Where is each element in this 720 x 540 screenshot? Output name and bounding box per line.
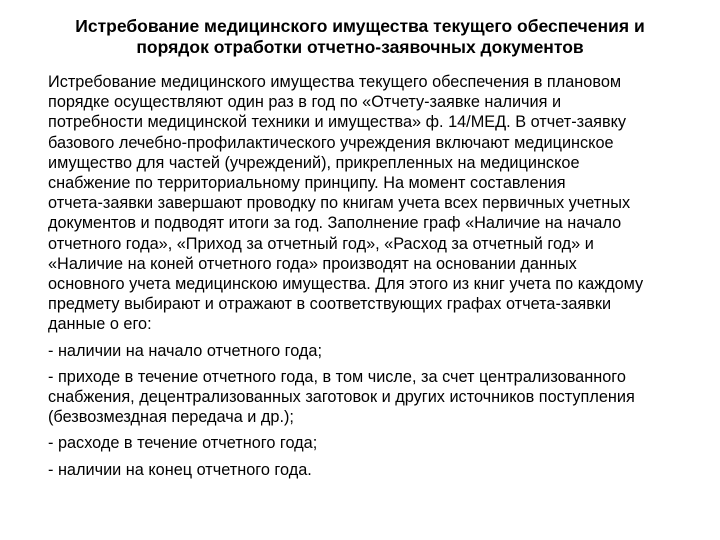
paragraph-line: отчета-заявки завершают проводку по книгам учета всех первичных учетных	[48, 194, 631, 213]
list-item	[48, 367, 714, 428]
paragraph-line: имущество для частей (учреждений), прикрепленных на медицинское	[48, 153, 580, 172]
title-line-1: Истребование медицинского имущества текущего обеспечения и	[75, 16, 645, 36]
paragraph-line: порядке осуществляют один раз в год по «Отчету-заявке наличия и	[48, 93, 562, 112]
paragraph-line: предмету выбирают и отражают в соответствующих графах отчета-заявки	[48, 295, 612, 314]
title-line-2: порядок отработки отчетно-заявочных документов	[136, 37, 584, 57]
paragraph-line: основного учета медицинскою имущества. Для этого из книг учета по каждому	[48, 275, 644, 294]
list-item	[48, 341, 714, 361]
list-item	[48, 433, 714, 453]
list-item-line: - приходе в течение отчетного года, в том числе, за счет централизованного	[48, 367, 626, 386]
list-item-line: - наличии на начало отчетного года;	[48, 341, 323, 360]
slide-body	[48, 72, 714, 480]
main-paragraph	[48, 72, 714, 335]
paragraph-line: базового лечебно-профилактического учреждения включают медицинское	[48, 133, 614, 152]
paragraph-line: «Наличие на коней отчетного года» производят на основании данных	[48, 254, 577, 273]
list-item-line: (безвозмездная передача и др.);	[48, 408, 294, 427]
list-item-line: - наличии на конец отчетного года.	[48, 460, 312, 479]
slide-title	[40, 16, 680, 58]
paragraph-line: отчетного года», «Приход за отчетный год», «Расход за отчетный год» и	[48, 234, 594, 253]
list-item-line: - расходе в течение отчетного года;	[48, 434, 318, 453]
paragraph-line: потребности медицинской техники и имущества» ф. 14/МЕД. В отчет-заявку	[48, 113, 627, 132]
paragraph-line: Истребование медицинского имущества текущего обеспечения в плановом	[48, 73, 622, 91]
list-item-line: снабжения, децентрализованных заготовок и других источников поступления	[48, 388, 635, 407]
list-item	[48, 460, 714, 480]
paragraph-line: документов и подводят итоги за год. Заполнение граф «Наличие на начало	[48, 214, 622, 233]
paragraph-line: снабжение по территориальному принципу. На момент составления	[48, 174, 566, 193]
paragraph-line: данные о его:	[48, 315, 152, 334]
